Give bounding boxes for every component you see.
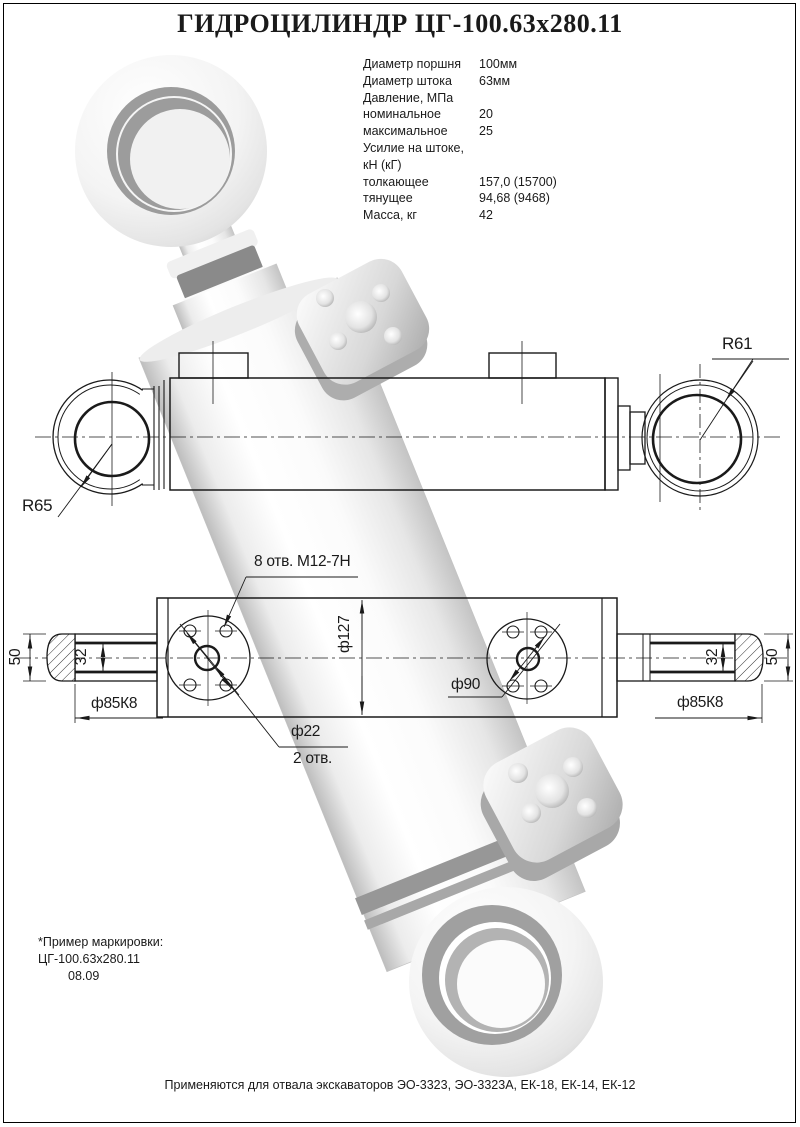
spec-row: толкающее 157,0 (15700) [363, 174, 557, 189]
trunnion-right [617, 634, 763, 681]
spec-row: Диаметр поршня 100мм [363, 57, 518, 71]
eye-right-bore [653, 395, 741, 483]
dim-radius-right: R61 [722, 334, 753, 353]
spec-row: номинальное 20 [363, 107, 493, 122]
rod-step-1 [618, 406, 630, 470]
pin-cap-left [47, 634, 75, 681]
spec-row: Диаметр штока 63мм [363, 73, 511, 88]
dim-dia-body: ф127 [336, 615, 353, 653]
spec-row: Усилие на штоке, кН (кГ) [363, 140, 464, 172]
trunnion-left [47, 634, 157, 681]
eye-right-outline [642, 364, 758, 512]
dim-dia-center-hole: ф22 [291, 723, 321, 740]
dim-radius-left: R65 [22, 496, 53, 515]
dim-bolt-holes: 8 отв. М12-7Н [254, 553, 351, 570]
dim-center-holes-count: 2 отв. [293, 750, 333, 767]
dim-bush-len-right: 32 [704, 648, 721, 666]
pin-cap-right [735, 634, 763, 681]
marking-note: *Пример маркировки: ЦГ-100.63х280.11 08.09 [38, 935, 164, 983]
dim-bush-len-left: 32 [73, 648, 90, 666]
dim-pin-len-left: 50 [7, 648, 24, 666]
spec-row: Давление, МПа [363, 90, 454, 105]
spec-row: Масса, кг 42 [363, 208, 493, 223]
end-cap [605, 378, 618, 490]
application-note: Применяются для отвала экскаваторов ЭО-3323, ЭО-3323А, ЕК-18, ЕК-14, ЕК-12 [164, 1078, 636, 1092]
dim-dia-pin-left: ф85К8 [91, 695, 138, 712]
eye-left-outline [53, 372, 164, 506]
render-bottom-eye [409, 887, 603, 1077]
dim-dia-pin-right: ф85К8 [677, 694, 724, 711]
dim-dia-bolt-circle: ф90 [451, 676, 481, 693]
spec-row: максимальное 25 [363, 124, 493, 139]
render-top-eye [75, 55, 267, 247]
rod-step-2 [630, 412, 645, 464]
spec-table [363, 56, 557, 224]
dim-pin-len-right: 50 [764, 648, 781, 666]
page-title: ГИДРОЦИЛИНДР ЦГ-100.63х280.11 [177, 9, 623, 38]
port-block-2 [489, 353, 556, 378]
spec-row: тянущее 94,68 (9468) [363, 191, 550, 206]
